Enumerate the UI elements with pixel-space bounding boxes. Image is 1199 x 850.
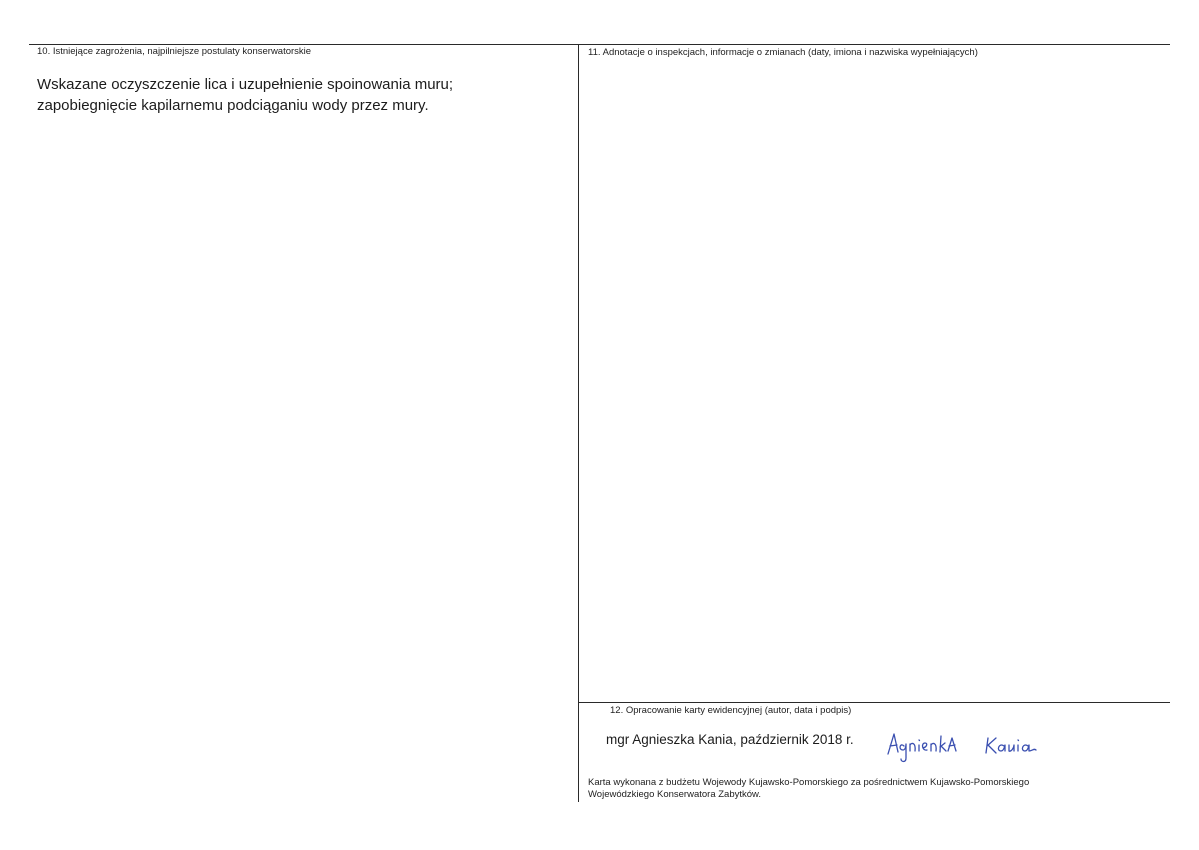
funding-note (588, 777, 1029, 801)
handwritten-signature (884, 724, 1064, 768)
funding-note-line: Wojewódzkiego Konserwatora Zabytków. (588, 789, 762, 800)
section-12-label: 12. Opracowanie karty ewidencyjnej (autor, data i podpis) (610, 705, 852, 716)
section-10-content (37, 74, 567, 116)
author-line: mgr Agnieszka Kania, październik 2018 r. (606, 732, 854, 747)
section-11-label: 11. Adnotacje o inspekcjach, informacje o zmianach (daty, imiona i nazwiska wypełniających) (588, 47, 978, 58)
section-12-rule (578, 702, 1170, 703)
funding-note-line: Karta wykonana z budżetu Wojewody Kujawsko-Pomorskiego za pośrednictwem Kujawsko-Pomorskiego (588, 777, 1030, 788)
section-10-line: zapobiegnięcie kapilarnemu podciąganiu wody przez mury. (37, 97, 429, 114)
top-rule (29, 44, 1170, 45)
section-10-label: 10. Istniejące zagrożenia, najpilniejsze postulaty konserwatorskie (37, 46, 312, 57)
section-10-line: Wskazane oczyszczenie lica i uzupełnienie spoinowania muru; (37, 76, 454, 93)
column-divider (578, 44, 579, 802)
